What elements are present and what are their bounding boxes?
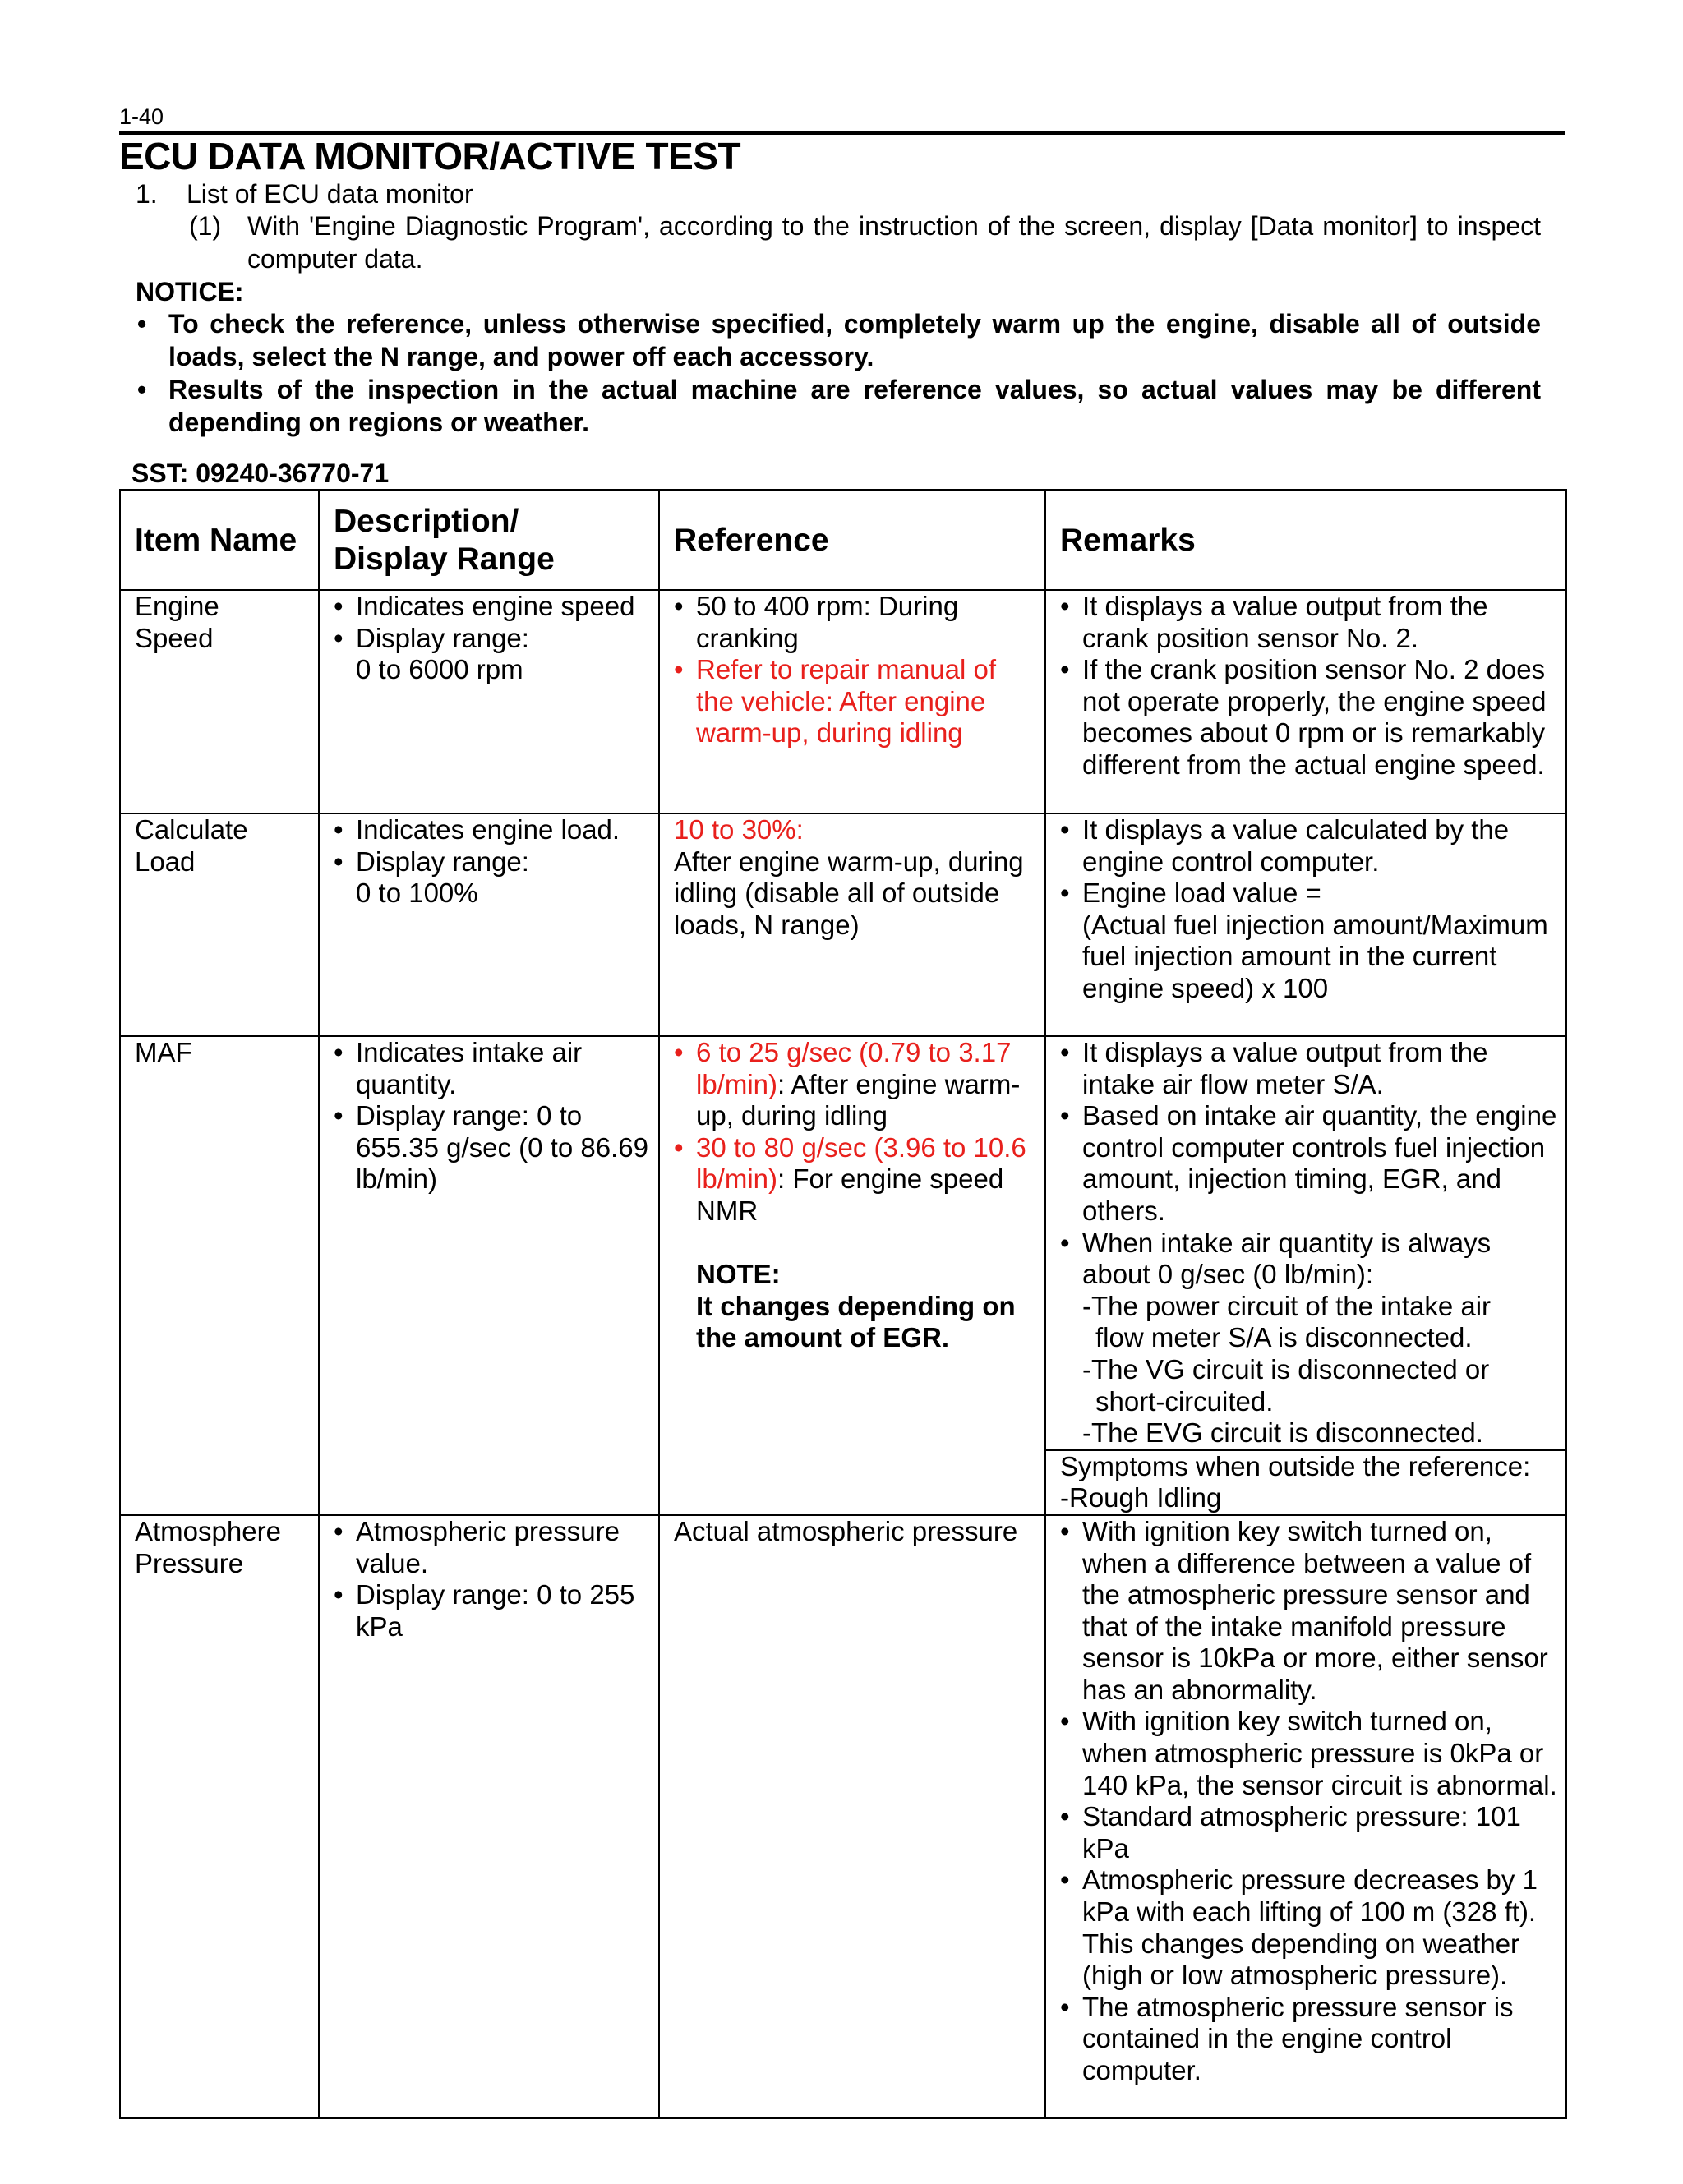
sst-number: SST: 09240-36770-71 [131,458,390,488]
step-1 [136,177,473,210]
note-text: It changes depending on the amount of EGR. [696,1290,1016,1353]
bullet-icon: • [1060,1864,1070,1896]
bullet-icon: • [674,1037,684,1067]
list-item: • If the crank position sensor No. 2 does not operate properly, the engine speed becomes about 0 rpm or is remarkably different from the actual engine speed. [1060,654,1547,780]
list-item: • With ignition key switch turned on, when atmospheric pressure is 0kPa or 140 kPa, the sensor circuit is abnormal. [1060,1706,1557,1800]
reference-cell [659,1036,1045,1515]
bullet-icon: • [674,1131,684,1163]
list-item: • Engine load value = [1060,878,1321,909]
header-remarks: Remarks [1045,490,1566,590]
bullet-icon: • [334,1579,344,1610]
substep-1 [189,210,1541,275]
header-item-name: Item Name [120,490,319,590]
header-description: Description/ Display Range [319,490,659,590]
bullet-icon: • [334,1515,344,1546]
list-item: • It displays a value calculated by the engine control computer. [1060,814,1510,877]
reference-cell: Actual atmospheric pressure [659,1515,1045,2118]
header-reference: Reference [659,490,1045,590]
list-item: • Display range: 0 to 655.35 g/sec (0 to 86.69 lb/min) [334,1100,648,1195]
notice-item: • To check the reference, unless otherwise specified, completely warm up the engine, disable all of outside loads, select the N range, and power off each accessory. [137,309,1541,371]
item-name-cell: MAF [120,1036,319,1515]
table-row [120,1515,1566,2118]
description-cell [319,1515,659,2118]
bullet-icon: • [1060,1991,1070,2022]
substep-number: (1) [189,211,222,241]
table-row [120,813,1566,1036]
notice-list [136,307,1541,439]
list-item: • It displays a value output from the intake air flow meter S/A. [1060,1037,1488,1099]
item-name-cell: Engine Speed [120,590,319,813]
symptoms-block: Symptoms when outside the reference: -Rough Idling [1046,1449,1565,1514]
reference-cell [659,590,1045,813]
page-number: 1-40 [119,104,164,129]
substep-text: With 'Engine Diagnostic Program', according to the instruction of the screen, display [Data monitor] to inspect computer data. [247,211,1541,274]
note-label: NOTE: [696,1259,781,1290]
list-item: • 30 to 80 g/sec (3.96 to 10.6 lb/min): For engine speed NMR [674,1131,1026,1226]
page-title: ECU DATA MONITOR/ACTIVE TEST [119,135,741,177]
notice-item: • Results of the inspection in the actual machine are reference values, so actual values may be different depending on regions or weather. [137,375,1541,437]
bullet-icon: • [1060,1515,1070,1546]
remarks-cell: • It displays a value output from the intake air flow meter S/A. • Based on intake air quantity, the engine control computer controls fuel injection amount, injection timing, EGR, and others. • When intake air quantity is always about 0 g/sec (0 lb/min): -The power circuit of the intake air flow meter S/A is disconnected. -The VG circuit is disconnected or short-circuited. -The EVG circuit is disconnected. Symptoms when outside the reference: -Rough Idling [1045,1036,1566,1515]
bullet-icon: • [137,375,147,404]
list-item: • It displays a value output from the crank position sensor No. 2. [1060,591,1488,653]
list-item: • Atmospheric pressure value. [334,1515,620,1578]
remarks-cell [1045,1515,1566,2118]
bullet-icon: • [674,591,684,621]
list-item: • When intake air quantity is always about 0 g/sec (0 lb/min): [1060,1227,1492,1290]
description-cell [319,1036,659,1515]
bullet-icon: • [1060,1706,1070,1737]
bullet-icon: • [1060,654,1070,685]
bullet-icon: • [1060,1801,1070,1832]
bullet-icon: • [334,1037,344,1067]
list-item: • The atmospheric pressure sensor is contained in the engine control computer. [1060,1991,1514,2085]
bullet-icon: • [334,622,344,653]
list-item: • Indicates engine load. [334,814,620,845]
list-item: • Refer to repair manual of the vehicle: After engine warm-up, during idling [674,654,997,749]
remarks-cell [1045,590,1566,813]
list-item: • 50 to 400 rpm: During cranking [674,591,959,653]
list-item: • Indicates engine speed [334,591,635,621]
item-name-cell: Atmosphere Pressure [120,1515,319,2118]
step-1-number: 1. [136,179,158,209]
list-item: • Based on intake air quantity, the engine control computer controls fuel injection amount, injection timing, EGR, and others. [1060,1100,1557,1226]
bullet-icon: • [334,845,344,877]
bullet-icon: • [1060,591,1070,621]
bullet-icon: • [1060,878,1070,909]
table-row [120,1036,1566,1515]
bullet-icon: • [334,591,344,621]
reference-cell: 10 to 30%: After engine warm-up, during idling (disable all of outside loads, N range) [659,813,1045,1036]
bullet-icon: • [1060,814,1070,845]
bullet-icon: • [1060,1227,1070,1258]
list-item: • Display range: 0 to 255 kPa [334,1579,635,1642]
bullet-icon: • [1060,1037,1070,1067]
description-cell: • Indicates engine speed • Display range: 0 to 6000 rpm [319,590,659,813]
bullet-icon: • [334,1100,344,1131]
list-item: • Indicates intake air quantity. [334,1037,583,1099]
item-name-cell: Calculate Load [120,813,319,1036]
bullet-icon: • [1060,1100,1070,1131]
table-row [120,590,1566,813]
notice-label: NOTICE: [136,277,244,306]
list-item: • Display range: [334,622,529,653]
bullet-icon: • [674,654,684,685]
remarks-cell: • It displays a value calculated by the engine control computer. • Engine load value = (Actual fuel injection amount/Maximum fuel injection amount in the current engine speed) x 100 [1045,813,1566,1036]
description-cell: • Indicates engine load. • Display range: 0 to 100% [319,813,659,1036]
step-1-text: List of ECU data monitor [187,179,473,209]
bullet-icon: • [334,814,344,845]
table-header-row [120,490,1566,590]
list-item: • Atmospheric pressure decreases by 1 kPa with each lifting of 100 m (328 ft). This changes depending on weather (high or low atmospheric pressure). [1060,1864,1538,1991]
list-item: • With ignition key switch turned on, when a difference between a value of the atmospheric pressure sensor and that of the intake manifold pressure sensor is 10kPa or more, either sensor has an abnormality. [1060,1515,1548,1705]
bullet-icon: • [137,309,147,339]
data-monitor-table [119,489,1567,2119]
list-item: • Standard atmospheric pressure: 101 kPa [1060,1801,1521,1864]
list-item: • Display range: [334,845,529,877]
list-item: • 6 to 25 g/sec (0.79 to 3.17 lb/min): After engine warm-up, during idling [674,1037,1021,1131]
